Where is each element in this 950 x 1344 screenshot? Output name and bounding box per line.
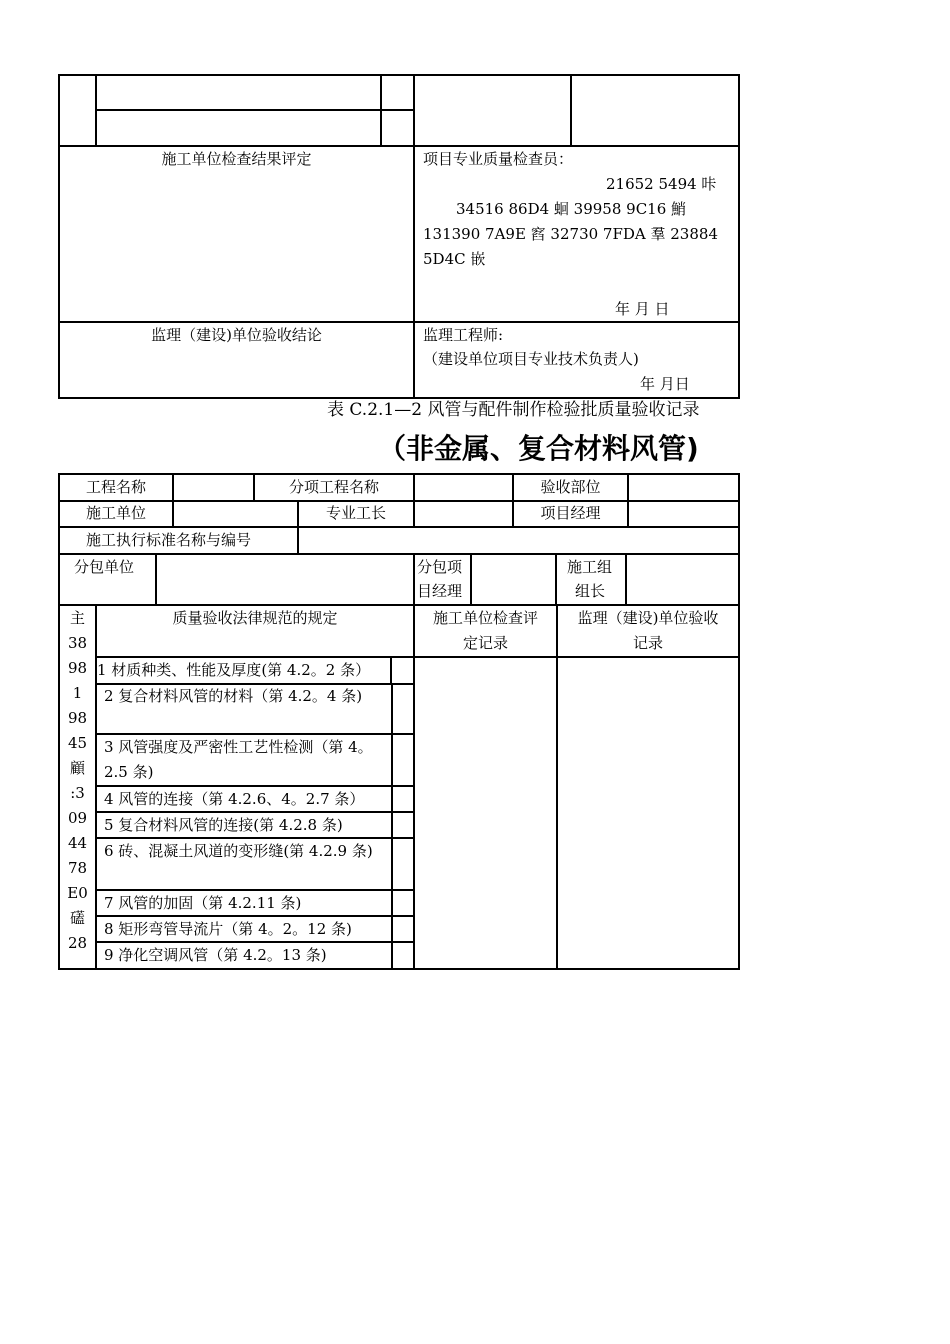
contractor-record-header: 施工单位检查评 (432, 609, 538, 627)
garbled-line: 5D4C 嵌 (423, 250, 486, 268)
garbled-line: 34516 86D4 蛔 39958 9C16 鮹 (456, 200, 687, 218)
top-grid-line (95, 109, 414, 111)
garbled-line: 21652 5494 咔 (606, 175, 717, 193)
main-grid-line (470, 553, 472, 605)
owner-label: （建设单位项目专业技术负责人) (423, 350, 639, 368)
main-grid-line (391, 683, 393, 970)
date-line-2: 年 月日 (640, 375, 690, 393)
side-char: 45 (67, 734, 88, 752)
main-grid-line (556, 604, 558, 970)
main-grid-line (390, 656, 392, 684)
date-line: 年 月 日 (615, 300, 670, 318)
spec-item: 7 风管的加固（第 4.2.11 条) (104, 894, 302, 912)
top-grid-line (413, 74, 415, 399)
side-char: 主 (69, 609, 85, 627)
contractor-label: 施工单位 (85, 504, 146, 522)
side-char: 顧 (69, 759, 85, 777)
pm-label: 项目经理 (540, 504, 601, 522)
spec-item: 5 复合材料风管的连接(第 4.2.8 条) (104, 816, 343, 834)
team-leader-label: 施工组 (567, 558, 613, 576)
spec-header: 质量验收法律规范的规定 (172, 609, 338, 627)
inspector-label: 项目专业质量检查员： (423, 150, 574, 168)
self-check-label: 施工单位检查结果评定 (161, 150, 312, 168)
project-name-label: 工程名称 (85, 478, 146, 496)
spec-item: 1 材质种类、性能及厚度(第 4.2。2 条） (97, 661, 371, 679)
side-char: 44 (67, 834, 88, 852)
side-char: 礚 (69, 909, 85, 927)
spec-item: 8 矩形弯管导流片（第 4。2。12 条) (104, 920, 352, 938)
subcontractor-label: 分包单位 (74, 558, 135, 576)
sub-pm-label: 目经理 (417, 582, 463, 600)
spec-item: 6 砖、混凝土风道的变形缝(第 4.2.9 条) (104, 842, 373, 860)
supervision-record-header: 记录 (632, 634, 663, 652)
main-grid-line (172, 473, 174, 527)
subitem-name-label: 分项工程名称 (288, 478, 379, 496)
main-grid-line (413, 553, 415, 605)
side-char: E0 (67, 884, 88, 902)
foreman-label: 专业工长 (325, 504, 386, 522)
garbled-line: 131390 7A9E 窞 32730 7FDA 羣 23884 (423, 225, 718, 243)
table-caption: 表 C.2.1—2 风管与配件制作检验批质量验收记录 (327, 400, 700, 420)
side-char: 28 (67, 934, 88, 952)
side-char: 1 (72, 684, 83, 702)
main-grid-line (155, 553, 157, 605)
spec-item: 4 风管的连接（第 4.2.6、4。2.7 条） (104, 790, 365, 808)
main-grid-line (413, 604, 415, 970)
side-char: 78 (67, 859, 88, 877)
side-char: 09 (67, 809, 88, 827)
spec-item: 3 风管强度及严密性工艺性检测（第 4。2.5 条) (104, 738, 373, 781)
spec-item: 2 复合材料风管的材料（第 4.2。4 条) (104, 687, 363, 705)
supervision-record-header: 监理（建设)单位验收 (577, 609, 719, 627)
main-grid-line (625, 553, 627, 605)
side-char: 98 (67, 709, 88, 727)
main-grid-line (413, 473, 415, 527)
sub-pm-label: 分包项 (417, 558, 463, 576)
side-char: 38 (67, 634, 88, 652)
table-subtitle: （非金属、复合材料风管) (378, 432, 699, 465)
acceptance-part-label: 验收部位 (540, 478, 601, 496)
top-grid-line (570, 74, 572, 146)
standard-label: 施工执行标准名称与编号 (86, 531, 252, 549)
side-char: 98 (67, 659, 88, 677)
main-grid-line (555, 553, 557, 605)
side-char: :3 (70, 784, 85, 802)
team-leader-label: 组长 (575, 582, 606, 600)
main-grid-line (627, 473, 629, 527)
contractor-record-header: 定记录 (462, 634, 508, 652)
main-grid-line (58, 553, 740, 555)
spec-item: 9 净化空调风管（第 4.2。13 条) (104, 946, 327, 964)
engineer-label: 监理工程师: (423, 326, 504, 344)
supervision-label: 监理（建设)单位验收结论 (151, 326, 322, 344)
